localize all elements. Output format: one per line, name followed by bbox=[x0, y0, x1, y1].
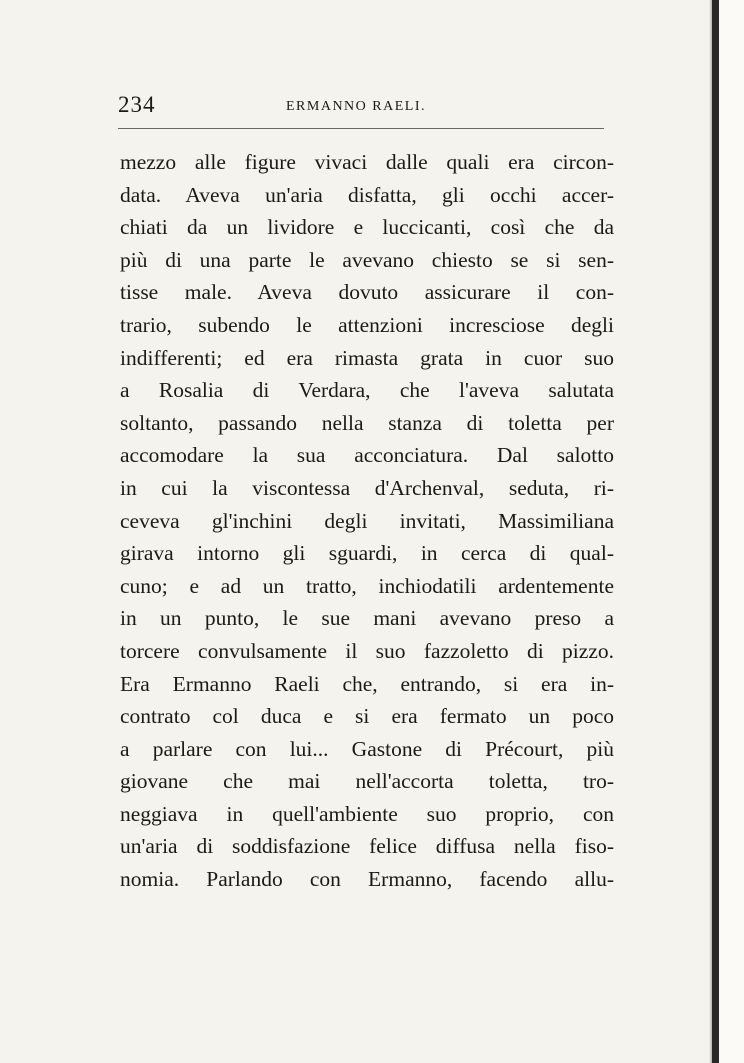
text-line: un'aria di soddisfazione felice diffusa nella fiso- bbox=[120, 834, 614, 859]
outer-margin bbox=[719, 0, 744, 1063]
page-header bbox=[118, 92, 604, 124]
text-line: in un punto, le sue mani avevano preso a bbox=[120, 606, 614, 631]
text-line: mezzo alle figure vivaci dalle quali era circon- bbox=[120, 150, 614, 174]
text-line: indifferenti; ed era rimasta grata in cuor suo bbox=[120, 345, 614, 370]
text-line: a parlare con lui... Gastone di Précourt, più bbox=[120, 736, 614, 761]
text-line: trario, subendo le attenzioni incresciose degli bbox=[120, 312, 614, 337]
text-line: cuno; e ad un tratto, inchiodatili ardentemente bbox=[120, 573, 614, 598]
text-line: neggiava in quell'ambiente suo proprio, con bbox=[120, 801, 614, 826]
text-line: Era Ermanno Raeli che, entrando, si era in- bbox=[120, 671, 614, 696]
body-text bbox=[120, 146, 614, 896]
text-line: nomia. Parlando con Ermanno, facendo allu- bbox=[120, 867, 614, 892]
text-line: giovane che mai nell'accorta toletta, tro- bbox=[120, 769, 614, 794]
running-head: ERMANNO RAELI. bbox=[286, 99, 426, 114]
text-line: a Rosalia di Verdara, che l'aveva salutata bbox=[120, 378, 614, 403]
text-line: più di una parte le avevano chiesto se si sen- bbox=[120, 247, 614, 272]
page-number: 234 bbox=[118, 92, 156, 117]
text-line: tisse male. Aveva dovuto assicurare il con- bbox=[120, 280, 614, 305]
text-line: ceveva gl'inchini degli invitati, Massimiliana bbox=[120, 508, 614, 533]
text-line: soltanto, passando nella stanza di toletta per bbox=[120, 410, 614, 435]
header-rule bbox=[118, 128, 604, 129]
text-line: data. Aveva un'aria disfatta, gli occhi accer- bbox=[120, 182, 614, 207]
text-line: torcere convulsamente il suo fazzoletto di pizzo. bbox=[120, 638, 614, 663]
text-line: girava intorno gli sguardi, in cerca di qual- bbox=[120, 541, 614, 566]
text-line: in cui la viscontessa d'Archenval, seduta, ri- bbox=[120, 475, 614, 500]
text-line: accomodare la sua acconciatura. Dal salotto bbox=[120, 443, 614, 468]
text-line: contrato col duca e si era fermato un poco bbox=[120, 704, 614, 729]
text-line: chiati da un lividore e luccicanti, così che da bbox=[120, 215, 614, 240]
page-binding-edge bbox=[712, 0, 719, 1063]
